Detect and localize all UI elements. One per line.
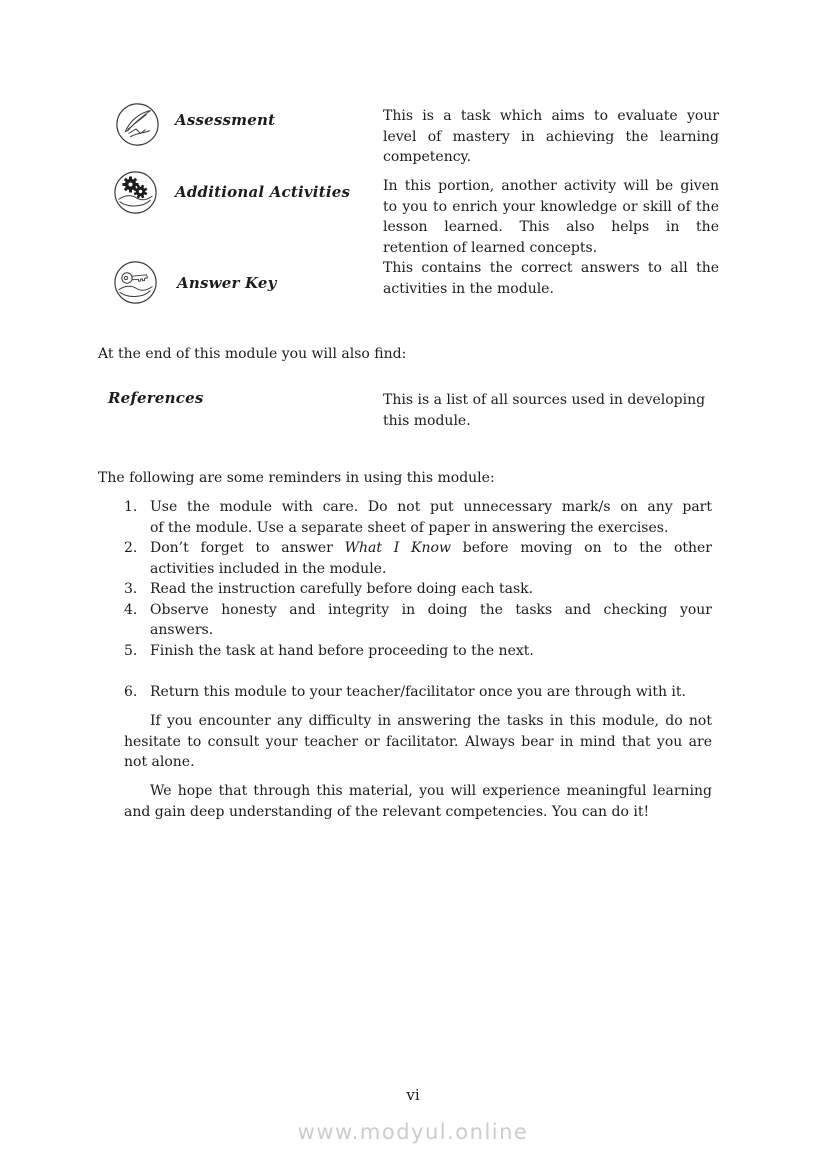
description-line: This is a task which aims to evaluate your [383, 108, 719, 124]
description-line: activities in the module. [383, 280, 554, 297]
description-line: level of mastery in achieving the learning [383, 128, 719, 145]
reminder-line: of the module. Use a separate sheet of paper in answering the exercises. [150, 519, 669, 536]
reminder-item-1 [124, 497, 712, 538]
reminder-line: activities included in the module. [150, 560, 387, 577]
paragraph-line: hesitate to consult your teacher or facilitator. Always bear in mind that you are [124, 733, 712, 750]
reminder-item-5 [124, 641, 712, 662]
reminder-item-6 [124, 682, 712, 703]
paragraph-line: and gain deep understanding of the relevant competencies. You can do it! [124, 803, 650, 820]
reminder-number: 2. [124, 540, 138, 556]
closing-paragraph-2 [124, 781, 712, 822]
description-line: competency. [383, 149, 472, 165]
page-number: vi [406, 1086, 420, 1104]
answer-key-description [383, 258, 719, 299]
reminders-intro: The following are some reminders in using this module: [98, 470, 495, 486]
description-line: This is a list of all sources used in developing [383, 392, 706, 408]
description-line: In this portion, another activity will be given [383, 178, 719, 194]
references-description [383, 390, 727, 431]
closing-paragraph-1 [124, 711, 712, 773]
reminders-list [124, 497, 712, 702]
reminder-line: Observe honesty and integrity in doing the tasks and checking your [150, 601, 712, 618]
assessment-pen-hand-icon [115, 102, 160, 147]
reminder-line: Finish the task at hand before proceeding to the next. [150, 642, 534, 659]
assessment-description [383, 106, 719, 168]
additional-activities-label: Additional Activities [175, 183, 351, 201]
description-line: to you to enrich your knowledge or skill of the [383, 198, 719, 215]
reminder-number: 1. [124, 499, 138, 515]
reminder-item-3 [124, 579, 712, 600]
description-line: this module. [383, 412, 471, 429]
paragraph-line: We hope that through this material, you will experience meaningful learning [150, 783, 712, 799]
reminder-line: Return this module to your teacher/facilitator once you are through with it. [150, 683, 686, 700]
end-note: At the end of this module you will also find: [98, 346, 407, 362]
reminder-item-2 [124, 538, 712, 579]
reminder-line: Read the instruction carefully before doing each task. [150, 581, 534, 597]
paragraph-line: If you encounter any difficulty in answering the tasks in this module, do not [150, 713, 712, 729]
watermark: www.modyul.online [297, 1120, 529, 1144]
reminder-line: Use the module with care. Do not put unnecessary mark/s on any part [150, 499, 712, 515]
reminder-text: before moving on to the other [450, 540, 712, 556]
reminder-number: 4. [124, 601, 138, 618]
reminder-number: 3. [124, 581, 138, 597]
answer-key-label: Answer Key [177, 274, 277, 292]
reminder-number: 6. [124, 683, 138, 700]
answer-key-hand-icon [113, 260, 158, 305]
reminder-number: 5. [124, 642, 138, 659]
description-line: retention of learned concepts. [383, 239, 598, 256]
additional-activities-description [383, 176, 719, 258]
reminder-item-4 [124, 600, 712, 641]
reminder-text: Don’t forget to answer [150, 540, 345, 556]
icon-descriptions-column [383, 106, 719, 299]
additional-activities-gears-hand-icon [113, 170, 158, 215]
assessment-label: Assessment [175, 111, 276, 129]
reminder-italic-text: What I Know [344, 540, 451, 556]
description-line: lesson learned. This also helps in the [383, 219, 719, 235]
description-line: This contains the correct answers to all the [383, 260, 719, 276]
reminder-line: answers. [150, 622, 214, 638]
references-label: References [108, 389, 204, 407]
paragraph-line: not alone. [124, 754, 195, 770]
reminder-line [150, 538, 712, 559]
